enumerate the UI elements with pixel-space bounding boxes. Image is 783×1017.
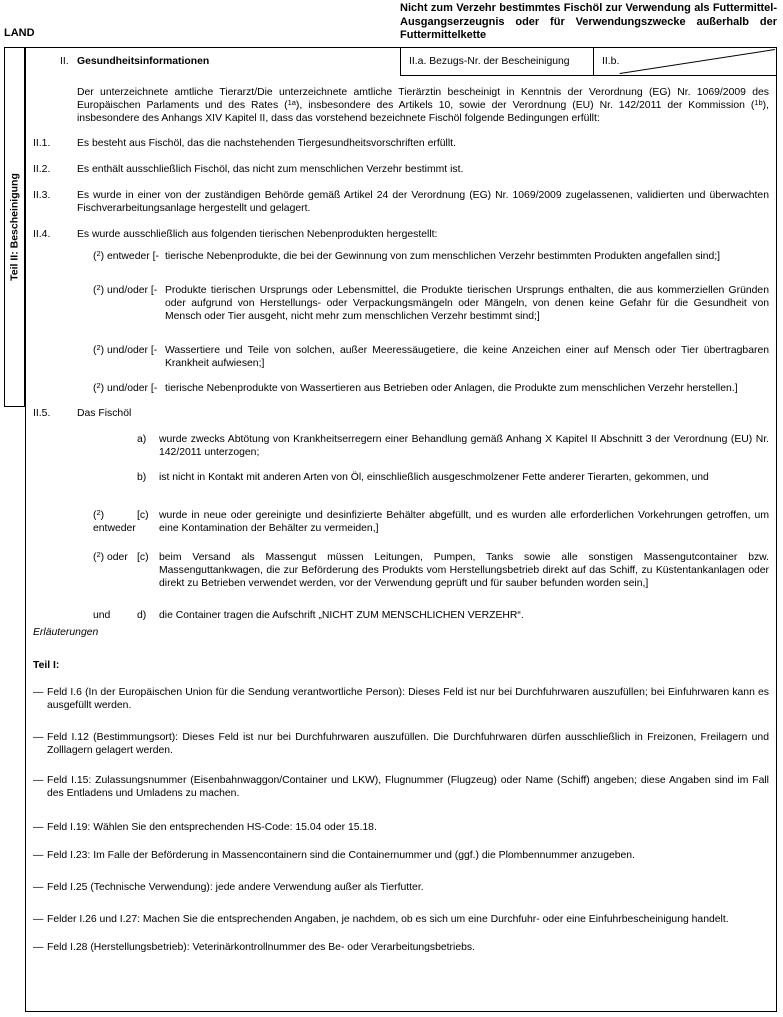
country-label: LAND [4, 27, 35, 39]
point-letter: b) [137, 472, 147, 483]
section-header-row [26, 48, 776, 76]
item-II3 [33, 189, 769, 215]
certificate-body [25, 47, 777, 1012]
item-text: Es besteht aus Fischöl, das die nachstehenden Tiergesundheitsvorschriften erfüllt. [77, 138, 456, 149]
option-text: tierische Nebenprodukte von Wassertieren aus Betrieben oder Anlagen, die Produkte zum menschlichen Verzehr herstellen.] [165, 383, 738, 394]
note-fields-I26-I27 [33, 913, 769, 926]
item-II4-option-2 [93, 284, 769, 323]
point-text: wurde zwecks Abtötung von Krankheitserregern einer Behandlung gemäß Anhang X Kapitel II Abschnitt 3 der Verordnung (EU) Nr. 142/2011 unterzogen; [159, 434, 769, 458]
item-II2 [33, 163, 769, 176]
note-text: Feld I.12 (Bestimmungsort): Dieses Feld ist nur bei Durchfuhrwaren auszufüllen. Die Durchfuhrwaren dürfen ausschließlich in Freizonen, Freilagern und Zolllagern gelagert werden. [47, 732, 769, 756]
item-II1 [33, 137, 769, 150]
note-text: Feld I.15: Zulassungsnummer (Eisenbahnwaggon/Container und LKW), Flugnummer (Flugzeug) oder Name (Schiff) angeben; diese Angaben sind im Fall des Entladens und Umladens zu machen. [47, 775, 769, 799]
option-marker: ($^2$) entweder [- [93, 248, 159, 262]
diagonal-strikeout-line [594, 48, 776, 75]
dash-bullet: — [33, 942, 44, 953]
point-text: die Container tragen die Aufschrift „NICHT ZUM MENSCHLICHEN VERZEHR“. [159, 610, 524, 621]
note-field-I25 [33, 881, 769, 894]
point-text: beim Versand als Massengut müssen Leitungen, Pumpen, Tanks sowie alle sonstigen Massengutcontainer bzw. Massenguttankwagen, die zur Beförderung des Produkts vom Herstellungsbetrieb direkt auf das Schiff, zu Küstentankanlagen oder direkt zu Betrieben verwendet werden, vor der Verwendung geprüft und für sauber befunden worden sein,] [159, 552, 769, 589]
point-letter: d) [137, 610, 147, 621]
part2-sidebar [4, 47, 25, 407]
dash-bullet: — [33, 914, 44, 925]
dash-bullet: — [33, 732, 44, 743]
item-text: Es wurde ausschließlich aus folgenden tierischen Nebenprodukten hergestellt: [77, 229, 438, 240]
note-text: Feld I.19: Wählen Sie den entsprechenden HS-Code: 15.04 oder 15.18. [47, 822, 377, 833]
note-text: Feld I.25 (Technische Verwendung): jede andere Verwendung außer als Tierfutter. [47, 882, 424, 893]
note-field-I23 [33, 849, 769, 862]
document-title: Nicht zum Verzehr bestimmtes Fischöl zur Verwendung als Futtermittel-Ausgangserzeugnis oder für Verwendungszwecke außerhalb der Futtermittelkette [400, 2, 777, 41]
item-number: II.5. [33, 408, 51, 419]
intro-paragraph [33, 86, 769, 125]
dash-bullet: — [33, 687, 44, 698]
point-text: wurde in neue oder gereinigte und desinfizierte Behälter abgefüllt, und es wurden alle erforderlichen Vorkehrungen getroffen, um eine Kontamination der Behälter zu vermeiden,] [159, 510, 769, 534]
item-text: Es wurde in einer von der zuständigen Behörde gemäß Artikel 24 der Verordnung (EG) Nr. 1069/2009 zugelassenen, validierten und überwachten Fischverarbeitungsanlage hergestellt und gelagert. [77, 190, 769, 214]
iib-label: II.b. [602, 56, 620, 67]
option-marker: ($^2$) und/oder [- [93, 282, 158, 296]
item-number: II.2. [33, 164, 51, 175]
note-field-I19 [33, 821, 769, 834]
item-II5-point-a [93, 433, 769, 459]
part1-heading: Teil I: [33, 660, 60, 671]
option-text: Wassertiere und Teile von solchen, außer Meeressäugetiere, die keine Anzeichen einer auf Mensch oder Tier übertragbaren Krankheit aufwiesen;] [165, 345, 769, 369]
item-text: Es enthält ausschließlich Fischöl, das nicht zum menschlichen Verzehr bestimmt ist. [77, 164, 464, 175]
item-II5-point-b [93, 471, 769, 484]
item-II5-point-c-either [93, 509, 769, 535]
point-marker: und [93, 610, 111, 621]
item-II5-point-d [93, 609, 769, 622]
dash-bullet: — [33, 775, 44, 786]
item-II4-option-1 [93, 250, 769, 263]
option-marker: ($^2$) und/oder [- [93, 380, 158, 394]
note-text: Feld I.28 (Herstellungsbetrieb): Veterinärkontrollnummer des Be- oder Verarbeitungsbetriebs. [47, 942, 475, 953]
note-field-I6 [33, 686, 769, 712]
explanations-heading: Erläuterungen [33, 627, 99, 638]
point-marker: ($^2$) oder [93, 549, 128, 563]
intro-text: Der unterzeichnete amtliche Tierarzt/Die unterzeichnete amtliche Tierärztin bescheinigt in Kenntnis der Verordnung (EG) Nr. 1069/2009 des Europäischen Parlaments und des Rates ($^{1a}$), insbesondere des Artikels 10, sowie der Verordnung (EU) Nr. 142/2011 der Kommission ($^{1b}$), insbesondere des Anhangs XIV Kapitel II, dass das vorstehend bezeichnete Fischöl folgende Bedingungen erfüllt: [77, 87, 769, 124]
note-text: Feld I.6 (In der Europäischen Union für die Sendung verantwortliche Person): Dieses Feld ist nur bei Durchfuhrwaren auszufüllen; bei Einfuhrwaren kann es ausgefüllt werden. [47, 687, 769, 711]
section-number: II. [60, 56, 69, 67]
point-text: ist nicht in Kontakt mit anderen Arten von Öl, einschließlich ausgeschmolzener Fette anderer Tierarten, gekommen, und [159, 472, 709, 483]
part2-sidebar-label: Teil II: Bescheinigung [8, 173, 20, 281]
note-field-I28 [33, 941, 769, 954]
item-II4-option-4 [93, 382, 769, 395]
point-letter: a) [137, 434, 147, 445]
option-text: tierische Nebenprodukte, die bei der Gewinnung von zum menschlichen Verzehr bestimmten Produkten angefallen sind;] [165, 251, 721, 262]
option-marker: ($^2$) und/oder [- [93, 342, 158, 356]
section-header-cell [26, 48, 400, 76]
point-marker: ($^2$) entweder [93, 507, 136, 534]
item-number: II.3. [33, 190, 51, 201]
point-letter: [c) [137, 552, 149, 563]
certificate-content [26, 86, 776, 954]
note-field-I15 [33, 774, 769, 800]
item-number: II.4. [33, 229, 51, 240]
item-II5 [33, 407, 769, 420]
dash-bullet: — [33, 822, 44, 833]
option-text: Produkte tierischen Ursprungs oder Lebensmittel, die Produkte tierischen Ursprungs enthalten, die aus kommerziellen Gründen oder aufgrund von Herstellungs- oder Verpackungsmängeln oder Mängeln, von denen keine Gefahr für die Gesundheit von Mensch oder Tier ausgeht, nicht mehr zum menschlichen Verzehr bestimmt sind;] [165, 285, 769, 322]
point-letter: [c) [137, 510, 149, 521]
item-II4 [33, 228, 769, 241]
iib-field [593, 48, 776, 76]
dash-bullet: — [33, 850, 44, 861]
item-II4-option-3 [93, 344, 769, 370]
item-text: Das Fischöl [77, 408, 132, 419]
note-text: Felder I.26 und I.27: Machen Sie die entsprechenden Angaben, je nachdem, ob es sich um eine Durchfuhr- oder eine Einfuhrbescheinigung handelt. [47, 914, 729, 925]
note-text: Feld I.23: Im Falle der Beförderung in Massencontainern sind die Containernummer und (ggf.) die Plombennummer anzugeben. [47, 850, 635, 861]
dash-bullet: — [33, 882, 44, 893]
section-title: Gesundheitsinformationen [77, 56, 210, 67]
item-II5-point-c-or [93, 551, 769, 590]
reference-number-field: II.a. Bezugs-Nr. der Bescheinigung [400, 48, 593, 76]
note-field-I12 [33, 731, 769, 757]
item-number: II.1. [33, 138, 51, 149]
